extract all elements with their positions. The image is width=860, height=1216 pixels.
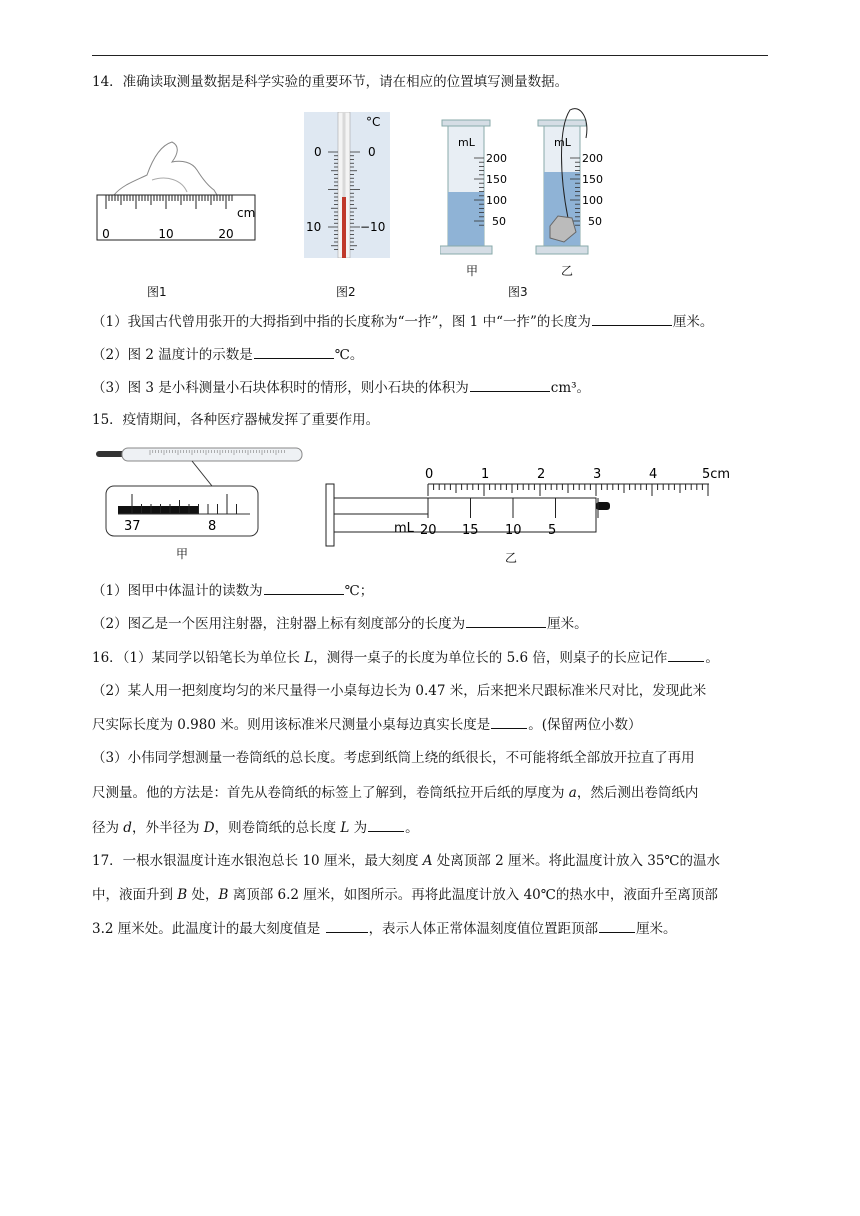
q16-line4: （3）小伟同学想测量一卷筒纸的总长度。考虑到纸筒上绕的纸很长，不可能将纸全部放开拉直了再用 <box>92 750 695 766</box>
q15-caption-a: 甲 <box>176 547 189 561</box>
fig1-tick-20: 20 <box>218 227 234 241</box>
syringe-flange <box>326 484 334 546</box>
mercury-bar <box>118 506 198 514</box>
fig2-left-0: 0 <box>314 145 322 159</box>
answer-blank[interactable] <box>470 377 550 392</box>
svg-text:3: 3 <box>593 467 602 482</box>
q16-line5: 尺测量。他的方法是：首先从卷筒纸的标签上了解到，卷筒纸拉开后纸的厚度为 a，然后测出卷筒纸内 <box>92 785 699 801</box>
cylinder-b <box>536 109 603 254</box>
svg-text:150: 150 <box>582 173 603 186</box>
answer-blank[interactable] <box>254 344 334 359</box>
cylinder-a <box>440 120 507 254</box>
svg-text:mL: mL <box>458 136 475 149</box>
fig1-tick-0: 0 <box>102 227 110 241</box>
svg-text:0: 0 <box>425 467 434 482</box>
mercury-column <box>342 197 346 258</box>
svg-text:mL: mL <box>554 136 571 149</box>
q16-line2: （2）某人用一把刻度均匀的米尺量得一小桌每边长为 0.47 米，后来把米尺跟标准米尺对比，发现此米 <box>92 683 707 699</box>
svg-text:5: 5 <box>548 523 557 538</box>
svg-text:4: 4 <box>649 467 658 482</box>
q15-caption-b: 乙 <box>505 551 518 565</box>
answer-blank[interactable] <box>599 918 635 933</box>
fig2-right-0: 0 <box>368 145 376 159</box>
svg-text:50: 50 <box>492 215 506 228</box>
q16-line6: 径为 d，外半径为 D，则卷筒纸的总长度 L 为 。 <box>92 817 772 838</box>
q14-part1: （1）我国古代曾用张开的大拇指到中指的长度称为“一拃”，图 1 中“一拃”的长度为 厘米。 <box>92 311 772 332</box>
svg-text:100: 100 <box>486 194 507 207</box>
q14-stem: 14．准确读取测量数据是科学实验的重要环节，请在相应的位置填写测量数据。 <box>92 74 569 90</box>
q15-part1: （1）图甲中体温计的读数为 ℃； <box>92 580 772 601</box>
thermo-8: 8 <box>208 519 217 534</box>
svg-text:20: 20 <box>420 523 437 538</box>
answer-blank[interactable] <box>668 647 704 662</box>
q17-line3: 3.2 厘米处。此温度计的最大刻度值是 ，表示人体正常体温刻度值位置距顶部 厘米。 <box>92 918 772 939</box>
answer-blank[interactable] <box>326 918 368 933</box>
svg-text:5cm: 5cm <box>702 467 731 482</box>
q14-figure-1 <box>92 140 262 245</box>
thermo-37: 37 <box>124 519 141 534</box>
fig3-caption: 图3 <box>508 285 528 299</box>
svg-text:15: 15 <box>462 523 479 538</box>
svg-text:100: 100 <box>582 194 603 207</box>
fig2-unit: °C <box>366 115 381 129</box>
svg-text:10: 10 <box>505 523 522 538</box>
answer-blank[interactable] <box>491 714 527 729</box>
fig3-sub-b: 乙 <box>561 264 574 278</box>
fig2-left-10: 10 <box>306 220 322 234</box>
q14-part2: （2）图 2 温度计的示数是 ℃。 <box>92 344 772 365</box>
q17-line2: 中，液面升到 B 处，B 离顶部 6.2 厘米，如图所示。再将此温度计放入 40℃的热水中，液面升至离顶部 <box>92 887 718 903</box>
fig1-caption: 图1 <box>147 285 167 299</box>
q17-line1: 17．一根水银温度计连水银泡总长 10 厘米，最大刻度 A 处离顶部 2 厘米。将此温度计放入 35℃的温水 <box>92 853 721 869</box>
svg-text:mL: mL <box>394 521 414 536</box>
fig1-unit: cm <box>237 206 256 220</box>
fig1-tick-10: 10 <box>158 227 174 241</box>
q15-figure-thermometer <box>92 442 312 567</box>
svg-text:200: 200 <box>582 152 603 165</box>
q14-part3: （3）图 3 是小科测量小石块体积时的情形，则小石块的体积为 cm³。 <box>92 377 772 398</box>
answer-blank[interactable] <box>592 311 672 326</box>
q15-figure-syringe <box>322 462 742 552</box>
answer-blank[interactable] <box>264 580 344 595</box>
svg-text:1: 1 <box>481 467 490 482</box>
fig3-sub-a: 甲 <box>466 264 479 278</box>
header-rule <box>92 55 768 56</box>
q14-figure-3 <box>440 108 610 258</box>
svg-text:200: 200 <box>486 152 507 165</box>
fig2-caption: 图2 <box>336 285 356 299</box>
svg-text:50: 50 <box>588 215 602 228</box>
q16-line3: 尺实际长度为 0.980 米。则用该标准米尺测量小桌每边真实长度是 。(保留两位小数） <box>92 714 772 735</box>
q15-part2: （2）图乙是一个医用注射器，注射器上标有刻度部分的长度为 厘米。 <box>92 613 772 634</box>
svg-text:2: 2 <box>537 467 546 482</box>
hand-outline <box>114 142 217 195</box>
answer-blank[interactable] <box>368 817 404 832</box>
q16-line1: 16．（1）某同学以铅笔长为单位长 L，测得一桌子的长度为单位长的 5.6 倍，则桌子的长应记作 。 <box>92 647 772 668</box>
q15-stem: 15．疫情期间，各种医疗器械发挥了重要作用。 <box>92 412 380 428</box>
svg-text:150: 150 <box>486 173 507 186</box>
fig2-right-minus10: −10 <box>360 220 386 234</box>
answer-blank[interactable] <box>466 613 546 628</box>
q14-figure-2 <box>304 112 390 258</box>
